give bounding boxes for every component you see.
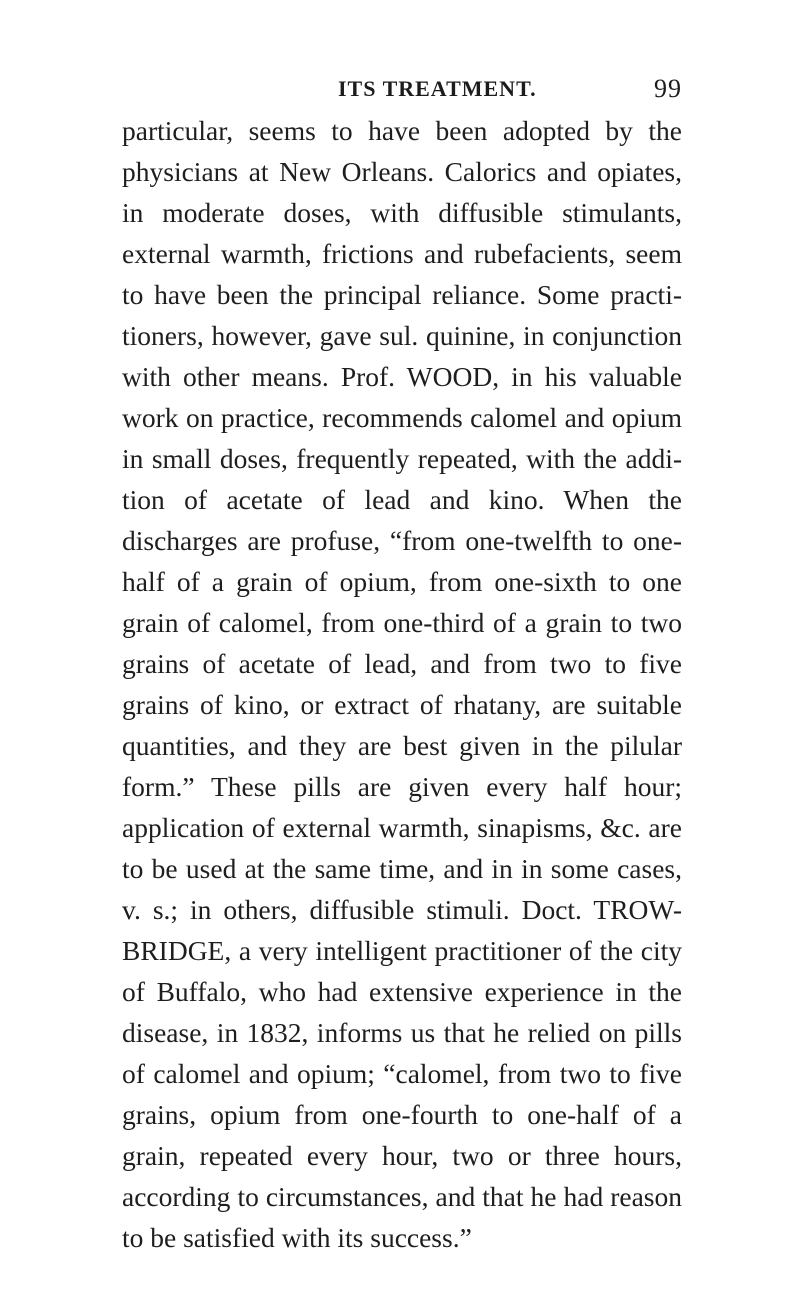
page-number: 99 bbox=[654, 74, 682, 103]
text-line: work on practice, recommends calomel and opium bbox=[122, 402, 682, 433]
text-line: tion of acetate of lead and kino. When the bbox=[122, 484, 682, 515]
text-line: external warmth, frictions and rubefacients, seem bbox=[122, 238, 682, 269]
text-line: application of external warmth, sinapisms, &c. are bbox=[122, 812, 682, 843]
text-line: v. s.; in others, diffusible stimuli. Doct. TROW- bbox=[122, 894, 682, 925]
text-line: to have been the principal reliance. Some practi- bbox=[122, 279, 682, 310]
text-line: physicians at New Orleans. Calorics and opiates, bbox=[122, 156, 682, 187]
text-line: disease, in 1832, informs us that he relied on pills bbox=[122, 1017, 682, 1048]
text-line: of calomel and opium; “calomel, from two to five bbox=[122, 1058, 682, 1089]
text-line: tioners, however, gave sul. quinine, in conjunction bbox=[122, 320, 682, 351]
text-line: grains of acetate of lead, and from two to five bbox=[122, 648, 682, 679]
running-title: ITS TREATMENT. bbox=[338, 76, 537, 101]
text-line: with other means. Prof. WOOD, in his valuable bbox=[122, 361, 682, 392]
text-line: grain, repeated every hour, two or three hours, bbox=[122, 1140, 682, 1171]
text-line: quantities, and they are best given in the pilular bbox=[122, 730, 682, 761]
text-line: of Buffalo, who had extensive experience in the bbox=[122, 976, 682, 1007]
text-line: BRIDGE, a very intelligent practitioner of the city bbox=[122, 935, 682, 966]
running-head bbox=[122, 76, 682, 106]
text-line: discharges are profuse, “from one-twelfth to one- bbox=[122, 525, 682, 556]
text-line: half of a grain of opium, from one-sixth to one bbox=[122, 566, 682, 597]
text-line: in small doses, frequently repeated, with the addi- bbox=[122, 443, 682, 474]
text-line: according to circumstances, and that he had reason bbox=[122, 1181, 682, 1212]
text-line: grains of kino, or extract of rhatany, are suitable bbox=[122, 689, 682, 720]
text-line: grains, opium from one-fourth to one-half of a bbox=[122, 1099, 682, 1130]
text-line: in moderate doses, with diffusible stimulants, bbox=[122, 197, 682, 228]
text-line: grain of calomel, from one-third of a grain to two bbox=[122, 607, 682, 638]
body-text bbox=[122, 110, 682, 1258]
text-line: to be satisfied with its success.” bbox=[122, 1222, 472, 1253]
text-line: form.” These pills are given every half hour; bbox=[122, 771, 682, 802]
text-line: to be used at the same time, and in in some cases, bbox=[122, 853, 682, 884]
text-line: particular, seems to have been adopted by the bbox=[122, 115, 682, 146]
